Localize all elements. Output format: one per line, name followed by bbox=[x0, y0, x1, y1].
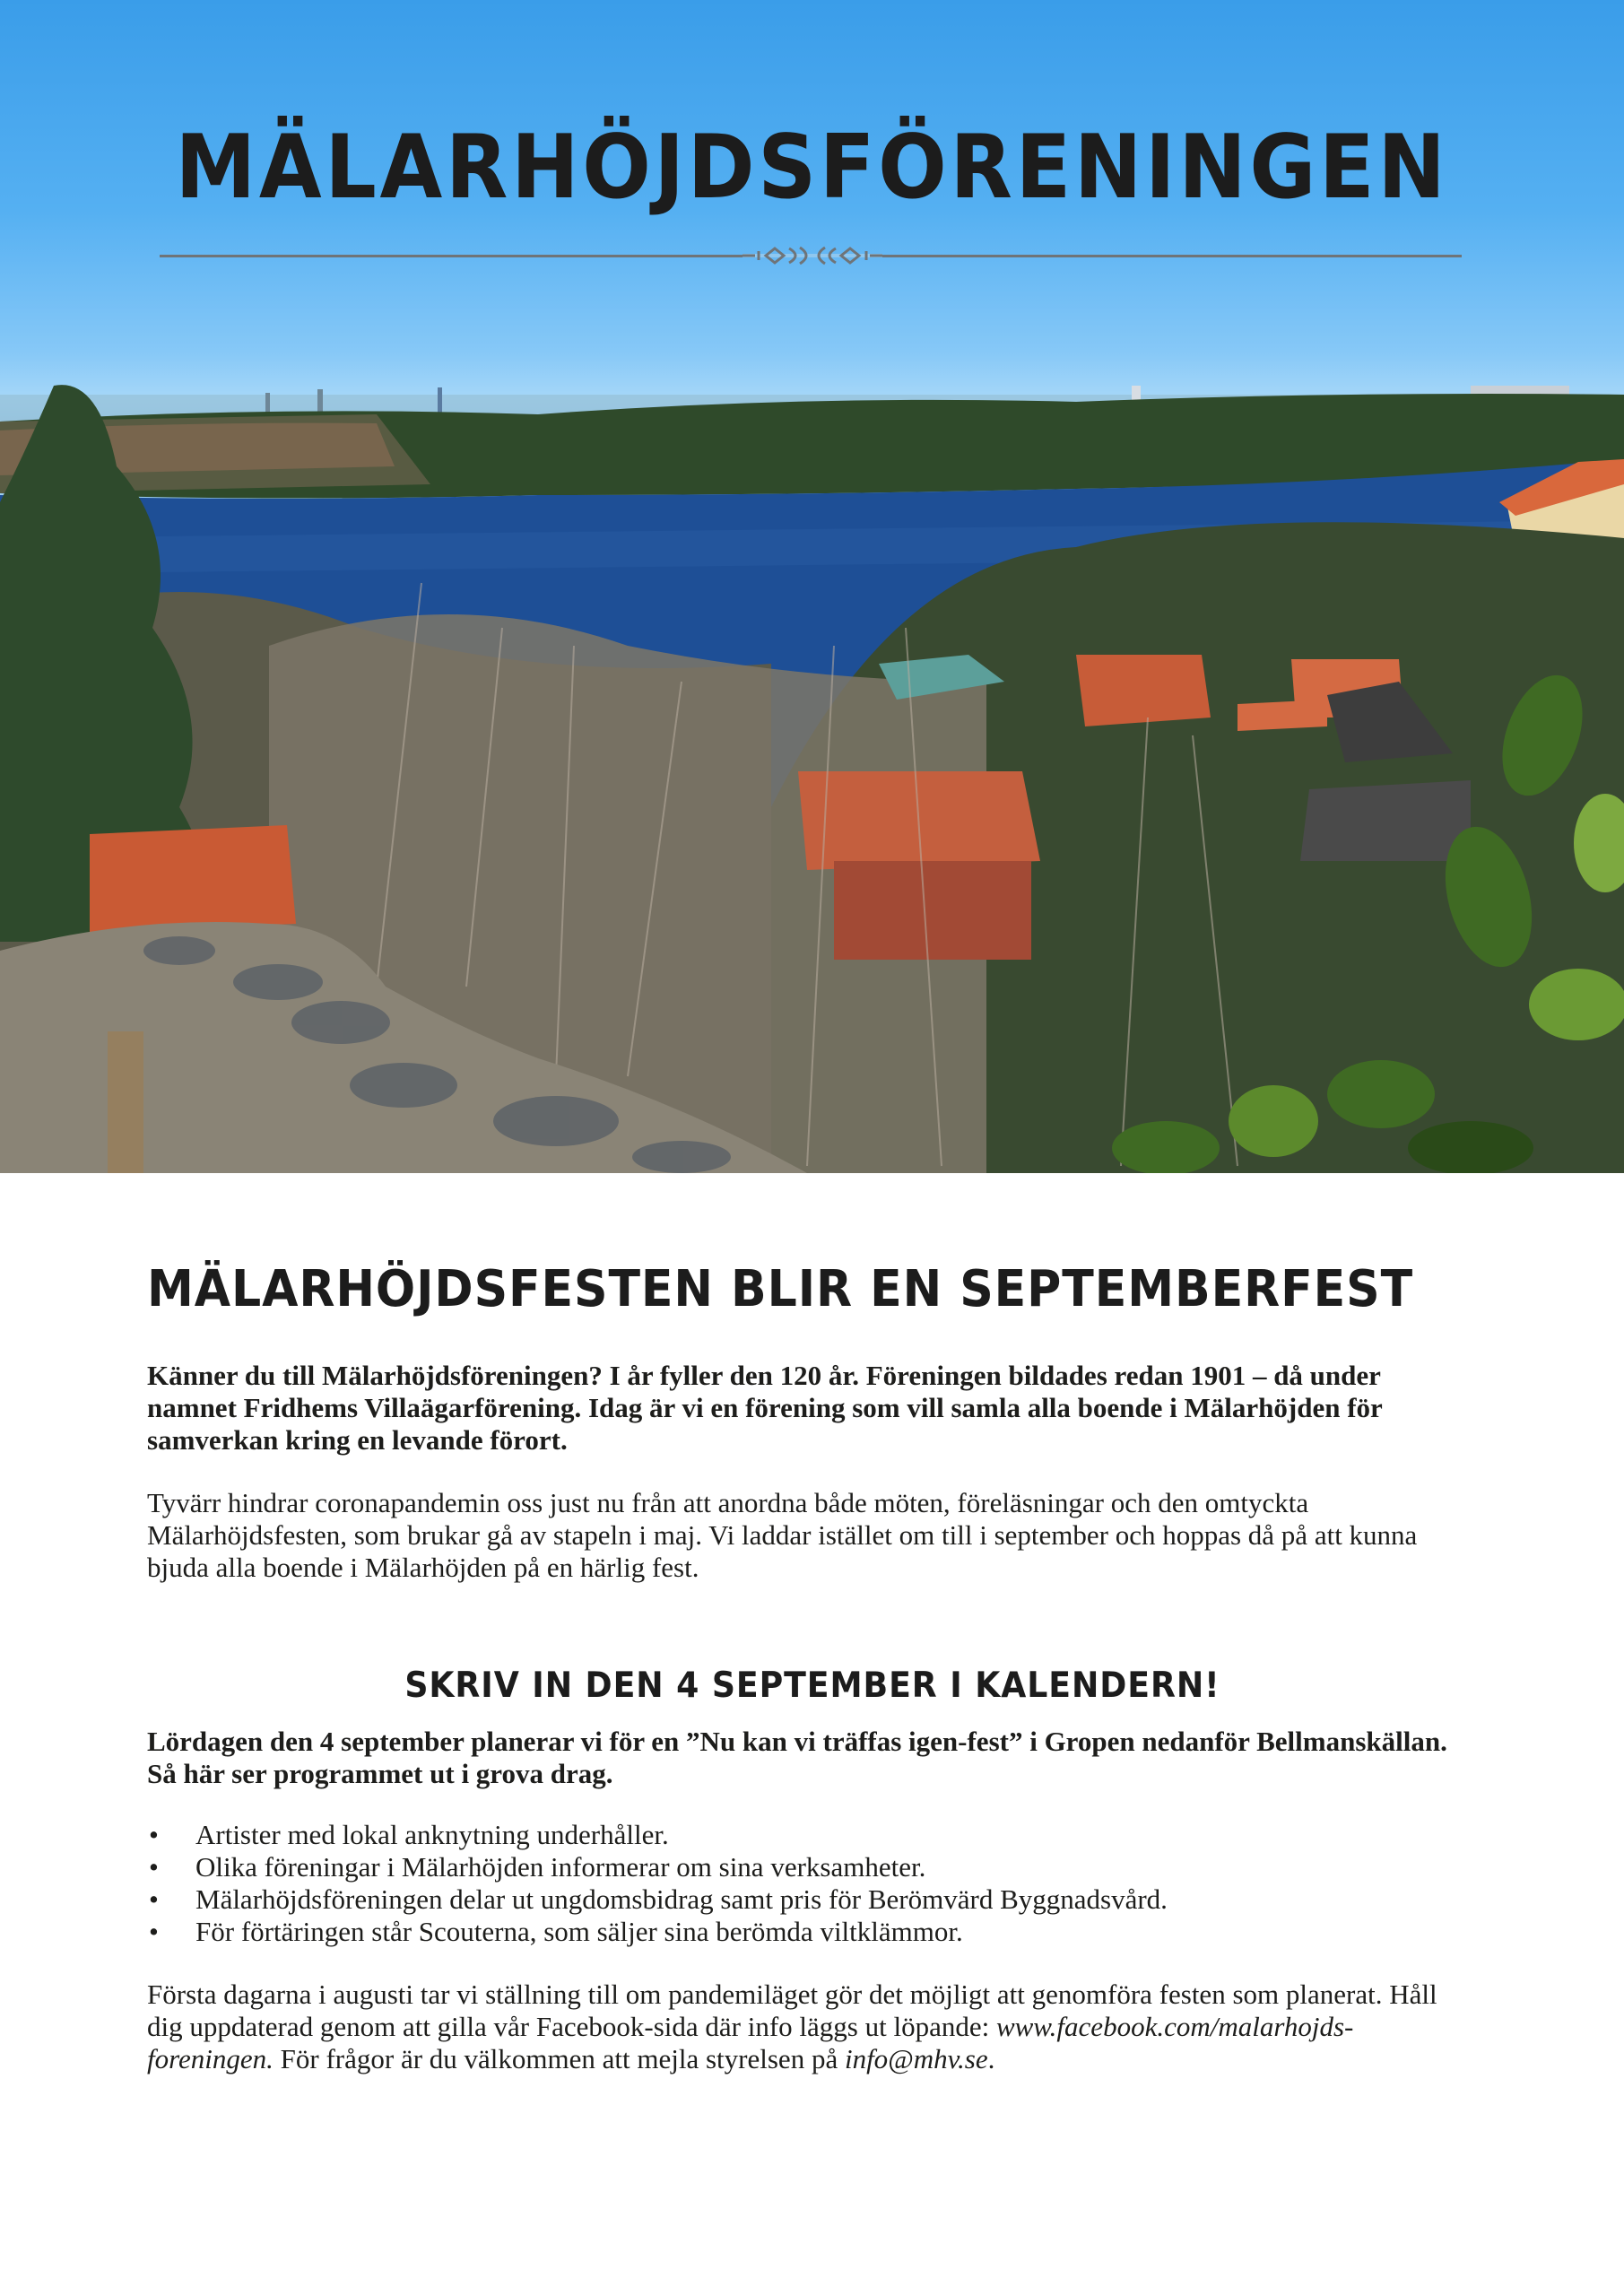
article-heading: MÄLARHÖJDSFESTEN BLIR EN SEPTEMBERFEST bbox=[147, 1260, 1414, 1318]
article bbox=[147, 1256, 1478, 2075]
lead-paragraph: Känner du till Mälarhöjdsföreningen? I år fyller den 120 år. Föreningen bildades redan 1901 – då under namnet Fridhems Villaägarförening. Idag är vi en förening som vill samla alla boende i Mälarhöjden för samverkan kring en levande förort. bbox=[147, 1360, 1383, 1456]
list-item: • För förtäringen står Scouterna, som säljer sina berömda viltklämmor. bbox=[149, 1916, 963, 1947]
list-item: • Olika föreningar i Mälarhöjden informerar om sina verksamheter. bbox=[149, 1851, 926, 1883]
facebook-link[interactable]: www.facebook.com/malarhojds-foreningen. bbox=[147, 2011, 1354, 2074]
article-subheading: SKRIV IN DEN 4 SEPTEMBER I KALENDERN! bbox=[404, 1665, 1220, 1706]
bullet-icon: • bbox=[149, 1883, 159, 1915]
program-list bbox=[147, 1819, 1478, 1948]
closing-paragraph: Första dagarna i augusti tar vi ställning till om pandemiläget gör det möjligt att genomföra festen som planerat. Håll dig uppdaterad genom att gilla vår Facebook-sida där info läggs ut löpande: www.facebook.com/malarhojds-foreningen. För frågor är du välkommen att mejla styrelsen på info@mhv.se. bbox=[147, 1979, 1437, 2074]
bullet-icon: • bbox=[149, 1819, 159, 1850]
body-paragraph: Tyvärr hindrar coronapandemin oss just nu från att anordna både möten, föreläsningar och den omtyckta Mälarhöjdsfesten, som brukar gå av stapeln i maj. Vi laddar istället om till i september och hoppas då på att kunna bjuda alla boende i Mälarhöjden på en härlig fest. bbox=[147, 1487, 1418, 1583]
list-item: • Artister med lokal anknytning underhåller. bbox=[149, 1819, 669, 1850]
ornamental-flourish-icon bbox=[743, 244, 882, 267]
email-link[interactable]: info@mhv.se bbox=[844, 2043, 988, 2074]
bullet-icon: • bbox=[149, 1851, 159, 1883]
masthead-title: MÄLARHÖJDSFÖRENINGEN bbox=[175, 117, 1449, 219]
list-item: • Mälarhöjdsföreningen delar ut ungdomsbidrag samt pris för Berömvärd Byggnadsvård. bbox=[149, 1883, 1168, 1915]
event-intro-paragraph: Lördagen den 4 september planerar vi för en ”Nu kan vi träffas igen-fest” i Gropen nedanför Bellmanskällan. Så här ser programmet ut i grova drag. bbox=[147, 1726, 1447, 1789]
bullet-icon: • bbox=[149, 1916, 159, 1947]
